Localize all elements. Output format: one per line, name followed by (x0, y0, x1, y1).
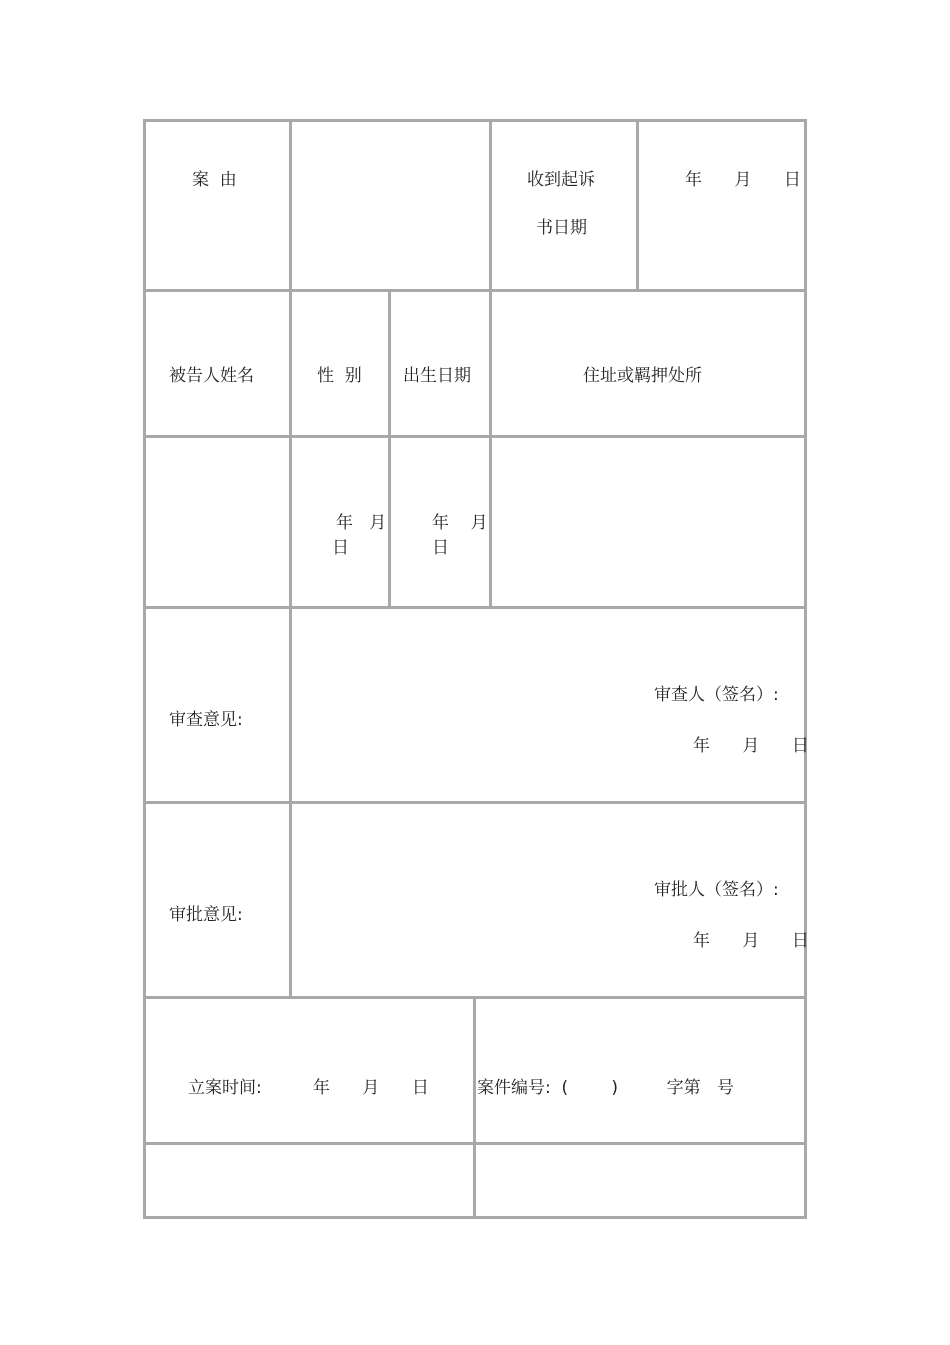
table-row-divider (143, 801, 807, 804)
birth-date-line2: 日 (432, 538, 449, 558)
table-border-left (143, 119, 146, 1219)
approval-opinion-label: 审批意见: (169, 905, 243, 925)
case-number-label: 案件编号: ( ) 字第 号 (477, 1078, 734, 1098)
address-field[interactable] (492, 438, 803, 605)
received-date-value: 年 月 日 (685, 170, 801, 190)
table-col-divider (473, 996, 476, 1219)
address-header: 住址或羁押处所 (583, 366, 702, 386)
reviewer-signature-label: 审查人（签名）: (654, 685, 779, 705)
approval-date: 年 月 日 (693, 931, 809, 951)
table-row-divider (143, 606, 807, 609)
review-date: 年 月 日 (693, 736, 809, 756)
review-opinion-label: 审查意见: (169, 710, 243, 730)
filing-time-label: 立案时间: (188, 1078, 262, 1098)
birth-date-line1: 年 月 (432, 513, 488, 533)
filing-time-date: 年 月 日 (313, 1078, 429, 1098)
table-col-divider (388, 289, 391, 609)
received-date-label-line2: 书日期 (536, 218, 587, 238)
case-cause-label: 案 由 (192, 170, 237, 190)
approver-signature-label: 审批人（签名）: (654, 880, 779, 900)
received-date-label: 收到起诉 (527, 170, 595, 190)
defendant-name-field[interactable] (146, 438, 288, 605)
case-cause-field[interactable] (292, 122, 488, 289)
table-col-divider (636, 119, 639, 291)
gender-date-line2: 日 (332, 538, 349, 558)
birth-date-header: 出生日期 (403, 366, 471, 386)
gender-header: 性 别 (317, 366, 362, 386)
table-row-divider (143, 289, 807, 292)
defendant-name-header: 被告人姓名 (169, 366, 254, 386)
gender-date-line1: 年 月 (336, 513, 387, 533)
table-border-right (804, 119, 807, 1219)
